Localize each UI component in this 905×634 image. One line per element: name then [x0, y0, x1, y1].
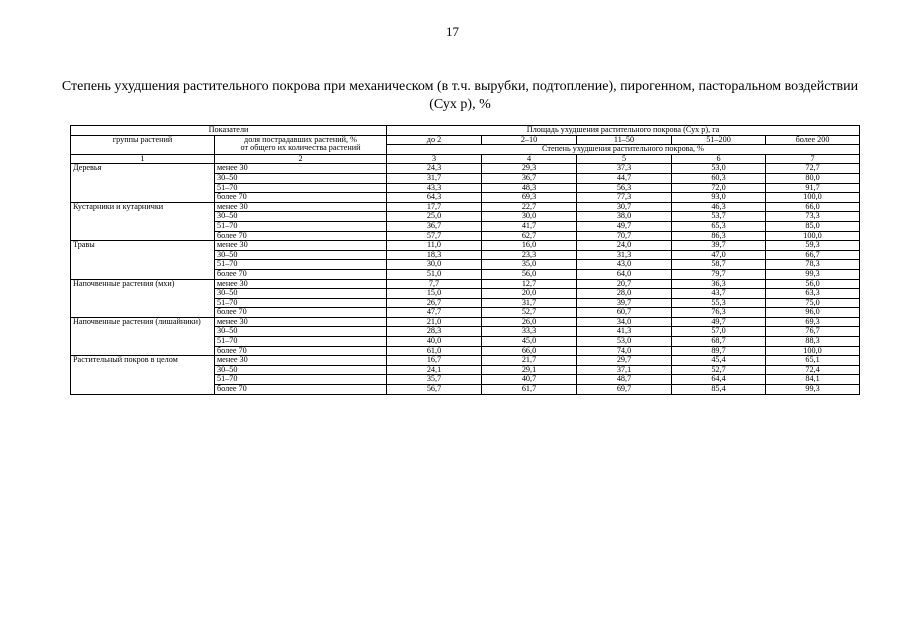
degradation-value: 56,0 — [482, 269, 577, 279]
degradation-value: 89,7 — [672, 346, 766, 356]
degradation-value: 96,0 — [766, 308, 860, 318]
degradation-value: 53,0 — [577, 337, 672, 347]
degradation-value: 37,3 — [577, 164, 672, 174]
degradation-value: 35,0 — [482, 260, 577, 270]
header-row-1 — [71, 126, 860, 136]
degradation-value: 72,4 — [766, 365, 860, 375]
degradation-value: 69,3 — [766, 317, 860, 327]
degradation-value: 65,3 — [672, 221, 766, 231]
degradation-value: 49,7 — [577, 221, 672, 231]
degradation-value: 21,7 — [482, 356, 577, 366]
degradation-value: 88,3 — [766, 337, 860, 347]
degradation-value: 56,7 — [387, 385, 482, 395]
degradation-value: 48,7 — [577, 375, 672, 385]
degradation-value: 47,0 — [672, 250, 766, 260]
degradation-value: 65,1 — [766, 356, 860, 366]
degradation-value: 41,3 — [577, 327, 672, 337]
degradation-value: 64,3 — [387, 193, 482, 203]
degradation-value: 64,0 — [577, 269, 672, 279]
degradation-value: 16,0 — [482, 241, 577, 251]
degradation-value: 43,0 — [577, 260, 672, 270]
degradation-value: 47,7 — [387, 308, 482, 318]
degradation-value: 34,0 — [577, 317, 672, 327]
degradation-value: 69,3 — [482, 193, 577, 203]
degradation-value: 39,7 — [672, 241, 766, 251]
share-range: 51–70 — [215, 260, 387, 270]
header-share-line1: доля пострадавших растений, % — [244, 135, 357, 144]
share-range: 51–70 — [215, 298, 387, 308]
degradation-value: 12,7 — [482, 279, 577, 289]
degradation-value: 60,3 — [672, 173, 766, 183]
degradation-value: 59,3 — [766, 241, 860, 251]
share-range: 51–70 — [215, 375, 387, 385]
degradation-value: 93,0 — [672, 193, 766, 203]
degradation-value: 76,7 — [766, 327, 860, 337]
plant-group-name: Напочвенные растения (мхи) — [71, 279, 215, 317]
share-range: менее 30 — [215, 202, 387, 212]
degradation-value: 56,0 — [766, 279, 860, 289]
header-area-col: 11–50 — [577, 135, 672, 145]
column-number: 3 — [387, 154, 482, 164]
degradation-value: 60,7 — [577, 308, 672, 318]
header-area-col: более 200 — [766, 135, 860, 145]
degradation-value: 43,7 — [672, 289, 766, 299]
degradation-value: 76,3 — [672, 308, 766, 318]
degradation-value: 43,3 — [387, 183, 482, 193]
degradation-value: 69,7 — [577, 385, 672, 395]
degradation-value: 100,0 — [766, 231, 860, 241]
degradation-value: 99,3 — [766, 385, 860, 395]
degradation-value: 74,0 — [577, 346, 672, 356]
share-range: 30–50 — [215, 212, 387, 222]
degradation-value: 51,0 — [387, 269, 482, 279]
share-range: 51–70 — [215, 183, 387, 193]
header-row-numbers — [71, 154, 860, 164]
degradation-value: 18,3 — [387, 250, 482, 260]
degradation-value: 20,0 — [482, 289, 577, 299]
header-plant-groups: группы растений — [71, 135, 215, 154]
degradation-value: 100,0 — [766, 346, 860, 356]
plant-group-name: Напочвенные растения (лишайники) — [71, 317, 215, 355]
share-range: менее 30 — [215, 164, 387, 174]
degradation-value: 85,0 — [766, 221, 860, 231]
degradation-value: 30,7 — [577, 202, 672, 212]
degradation-value: 25,0 — [387, 212, 482, 222]
degradation-value: 38,0 — [577, 212, 672, 222]
degradation-value: 79,7 — [672, 269, 766, 279]
degradation-value: 66,0 — [482, 346, 577, 356]
degradation-value: 53,7 — [672, 212, 766, 222]
degradation-value: 64,4 — [672, 375, 766, 385]
degradation-value: 7,7 — [387, 279, 482, 289]
share-range: более 70 — [215, 231, 387, 241]
column-number: 7 — [766, 154, 860, 164]
degradation-value: 24,3 — [387, 164, 482, 174]
share-range: 30–50 — [215, 327, 387, 337]
degradation-value: 33,3 — [482, 327, 577, 337]
degradation-value: 20,7 — [577, 279, 672, 289]
table-row — [71, 241, 860, 251]
plant-group-name: Растительный покров в целом — [71, 356, 215, 394]
degradation-value: 72,0 — [672, 183, 766, 193]
degradation-value: 70,7 — [577, 231, 672, 241]
degradation-value: 29,1 — [482, 365, 577, 375]
share-range: более 70 — [215, 346, 387, 356]
degradation-value: 58,7 — [672, 260, 766, 270]
degradation-value: 72,7 — [766, 164, 860, 174]
header-degree: Степень ухудшения растительного покрова, % — [387, 145, 860, 155]
degradation-value: 57,0 — [672, 327, 766, 337]
header-area-col: 2–10 — [482, 135, 577, 145]
degradation-value: 23,3 — [482, 250, 577, 260]
degradation-value: 40,7 — [482, 375, 577, 385]
share-range: 30–50 — [215, 289, 387, 299]
degradation-value: 57,7 — [387, 231, 482, 241]
share-range: более 70 — [215, 269, 387, 279]
degradation-value: 80,0 — [766, 173, 860, 183]
column-number: 2 — [215, 154, 387, 164]
header-row-2 — [71, 135, 860, 145]
table-row — [71, 356, 860, 366]
degradation-value: 73,3 — [766, 212, 860, 222]
share-range: 51–70 — [215, 221, 387, 231]
degradation-value: 36,3 — [672, 279, 766, 289]
degradation-value: 16,7 — [387, 356, 482, 366]
degradation-value: 22,7 — [482, 202, 577, 212]
degradation-value: 26,7 — [387, 298, 482, 308]
degradation-value: 44,7 — [577, 173, 672, 183]
degradation-value: 36,7 — [387, 221, 482, 231]
degradation-value: 31,7 — [387, 173, 482, 183]
degradation-value: 99,3 — [766, 269, 860, 279]
degradation-value: 48,3 — [482, 183, 577, 193]
degradation-value: 30,0 — [387, 260, 482, 270]
plant-group-name: Деревья — [71, 164, 215, 202]
degradation-value: 55,3 — [672, 298, 766, 308]
share-range: более 70 — [215, 193, 387, 203]
header-indicators: Показатели — [71, 126, 387, 136]
plant-group-name: Травы — [71, 241, 215, 279]
share-range: менее 30 — [215, 241, 387, 251]
degradation-value: 78,3 — [766, 260, 860, 270]
table-row — [71, 164, 860, 174]
column-number: 1 — [71, 154, 215, 164]
degradation-value: 11,0 — [387, 241, 482, 251]
degradation-value: 45,0 — [482, 337, 577, 347]
degradation-value: 86,3 — [672, 231, 766, 241]
header-share — [215, 135, 387, 154]
degradation-value: 24,1 — [387, 365, 482, 375]
degradation-value: 77,3 — [577, 193, 672, 203]
column-number: 4 — [482, 154, 577, 164]
degradation-value: 61,7 — [482, 385, 577, 395]
degradation-value: 68,7 — [672, 337, 766, 347]
header-area-col: до 2 — [387, 135, 482, 145]
column-number: 6 — [672, 154, 766, 164]
degradation-value: 26,0 — [482, 317, 577, 327]
degradation-value: 52,7 — [672, 365, 766, 375]
share-range: менее 30 — [215, 356, 387, 366]
degradation-value: 66,7 — [766, 250, 860, 260]
degradation-value: 31,7 — [482, 298, 577, 308]
table-title: Степень ухудшения растительного покрова при механическом (в т.ч. вырубки, подтопление), пирогенном, пасторальном воздействии (Сух р), % — [61, 79, 859, 112]
header-area: Площадь ухудшения растительного покрова (Сух р), га — [387, 126, 860, 136]
degradation-value: 61,0 — [387, 346, 482, 356]
degradation-value: 29,3 — [482, 164, 577, 174]
degradation-value: 56,3 — [577, 183, 672, 193]
degradation-value: 37,1 — [577, 365, 672, 375]
degradation-value: 100,0 — [766, 193, 860, 203]
degradation-value: 91,7 — [766, 183, 860, 193]
share-range: 51–70 — [215, 337, 387, 347]
degradation-value: 52,7 — [482, 308, 577, 318]
degradation-value: 85,4 — [672, 385, 766, 395]
page-number: 17 — [446, 24, 459, 39]
share-range: 30–50 — [215, 250, 387, 260]
degradation-value: 36,7 — [482, 173, 577, 183]
degradation-value: 41,7 — [482, 221, 577, 231]
share-range: более 70 — [215, 385, 387, 395]
degradation-value: 29,7 — [577, 356, 672, 366]
degradation-value: 31,3 — [577, 250, 672, 260]
degradation-value: 53,0 — [672, 164, 766, 174]
degradation-value: 24,0 — [577, 241, 672, 251]
share-range: менее 30 — [215, 279, 387, 289]
column-number: 5 — [577, 154, 672, 164]
degradation-table — [70, 125, 860, 395]
degradation-value: 40,0 — [387, 337, 482, 347]
degradation-value: 45,4 — [672, 356, 766, 366]
share-range: более 70 — [215, 308, 387, 318]
table-row — [71, 202, 860, 212]
share-range: 30–50 — [215, 173, 387, 183]
degradation-value: 35,7 — [387, 375, 482, 385]
degradation-value: 62,7 — [482, 231, 577, 241]
share-range: менее 30 — [215, 317, 387, 327]
degradation-value: 63,3 — [766, 289, 860, 299]
header-area-col: 51–200 — [672, 135, 766, 145]
degradation-value: 75,0 — [766, 298, 860, 308]
degradation-value: 30,0 — [482, 212, 577, 222]
degradation-value: 15,0 — [387, 289, 482, 299]
degradation-value: 49,7 — [672, 317, 766, 327]
plant-group-name: Кустарники и кутарнички — [71, 202, 215, 240]
degradation-value: 17,7 — [387, 202, 482, 212]
table-body — [71, 164, 860, 394]
degradation-value: 66,0 — [766, 202, 860, 212]
table-row — [71, 279, 860, 289]
header-share-line2: от общего их количества растений — [240, 143, 361, 153]
table-row — [71, 317, 860, 327]
degradation-value: 46,3 — [672, 202, 766, 212]
share-range: 30–50 — [215, 365, 387, 375]
degradation-value: 28,3 — [387, 327, 482, 337]
degradation-value: 84,1 — [766, 375, 860, 385]
degradation-value: 21,0 — [387, 317, 482, 327]
degradation-value: 39,7 — [577, 298, 672, 308]
degradation-value: 28,0 — [577, 289, 672, 299]
